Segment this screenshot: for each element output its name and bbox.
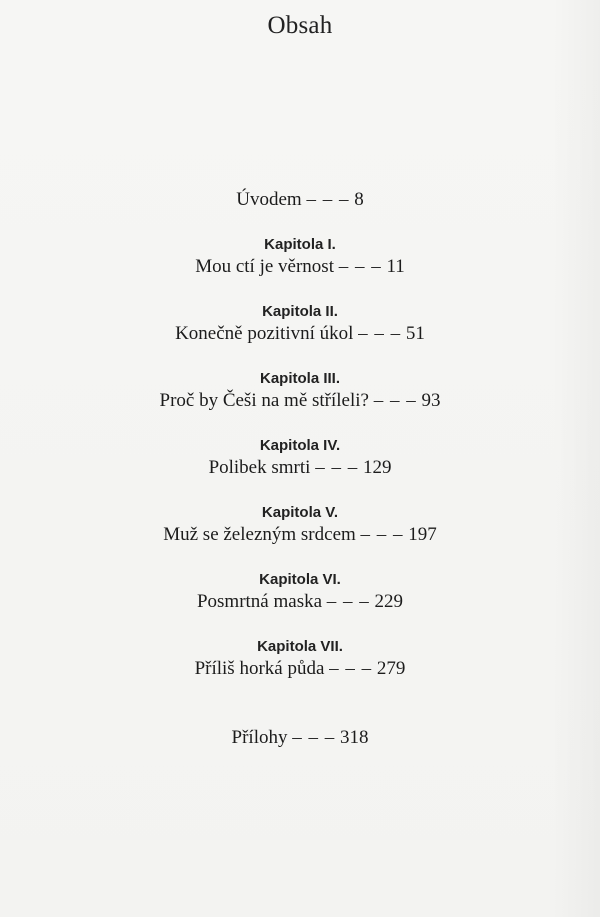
chapter-name: Muž se železným srdcem: [163, 524, 356, 545]
toc-line: [0, 589, 600, 615]
toc-entry-chapter-5: [0, 504, 600, 548]
toc-line: [0, 321, 600, 347]
toc-line: [0, 254, 600, 280]
separator: – – –: [306, 189, 350, 210]
chapter-label: Kapitola V.: [261, 504, 339, 521]
chapter-name: Posmrtná maska: [196, 591, 323, 612]
toc-line: [0, 187, 600, 213]
separator: – – –: [338, 256, 382, 277]
toc-entry-appendix: [0, 725, 600, 751]
chapter-label: Kapitola I.: [264, 236, 336, 253]
separator: – – –: [360, 524, 404, 545]
chapter-name: Mou ctí je věrnost: [195, 256, 334, 277]
separator: – – –: [329, 658, 373, 679]
toc-entry-chapter-7: [0, 638, 600, 682]
separator: – – –: [326, 591, 370, 612]
toc-line: [0, 455, 600, 481]
chapter-label: Kapitola IV.: [259, 437, 341, 454]
toc-entry-intro: [0, 187, 600, 213]
chapter-label: Kapitola VI.: [259, 571, 341, 588]
toc-entry-chapter-6: [0, 571, 600, 615]
page-number: 129: [362, 457, 392, 478]
page-number: 197: [408, 524, 437, 545]
toc-line: [0, 656, 600, 682]
chapter-name: Proč by Češi na mě stříleli?: [159, 390, 369, 411]
entry-name: Úvodem: [236, 189, 302, 210]
toc-line: [0, 522, 600, 548]
toc-entry-chapter-3: [0, 370, 600, 414]
page-number: 318: [339, 727, 369, 748]
toc-line: [0, 388, 600, 414]
separator: – – –: [373, 390, 417, 411]
page-number: 11: [386, 256, 405, 277]
page-number: 51: [405, 323, 425, 344]
chapter-name: Příliš horká půda: [194, 658, 325, 679]
chapter-name: Polibek smrti: [208, 457, 311, 478]
page-number: 229: [374, 591, 404, 612]
page-number: 8: [354, 189, 364, 210]
toc-entry-chapter-2: [0, 303, 600, 347]
page-number: 279: [376, 658, 406, 679]
chapter-label: Kapitola III.: [259, 370, 340, 387]
separator: – – –: [315, 457, 359, 478]
page-number: 93: [421, 390, 441, 411]
chapter-label: Kapitola II.: [262, 303, 338, 320]
chapter-name: Konečně pozitivní úkol: [175, 323, 354, 344]
toc-entry-chapter-4: [0, 437, 600, 481]
page-title: Obsah: [267, 12, 333, 39]
toc-line: [0, 725, 600, 751]
chapter-label: Kapitola VII.: [257, 638, 343, 655]
entry-name: Přílohy: [231, 727, 288, 748]
separator: – – –: [292, 727, 336, 748]
separator: – – –: [358, 323, 402, 344]
toc-entry-chapter-1: [0, 236, 600, 280]
